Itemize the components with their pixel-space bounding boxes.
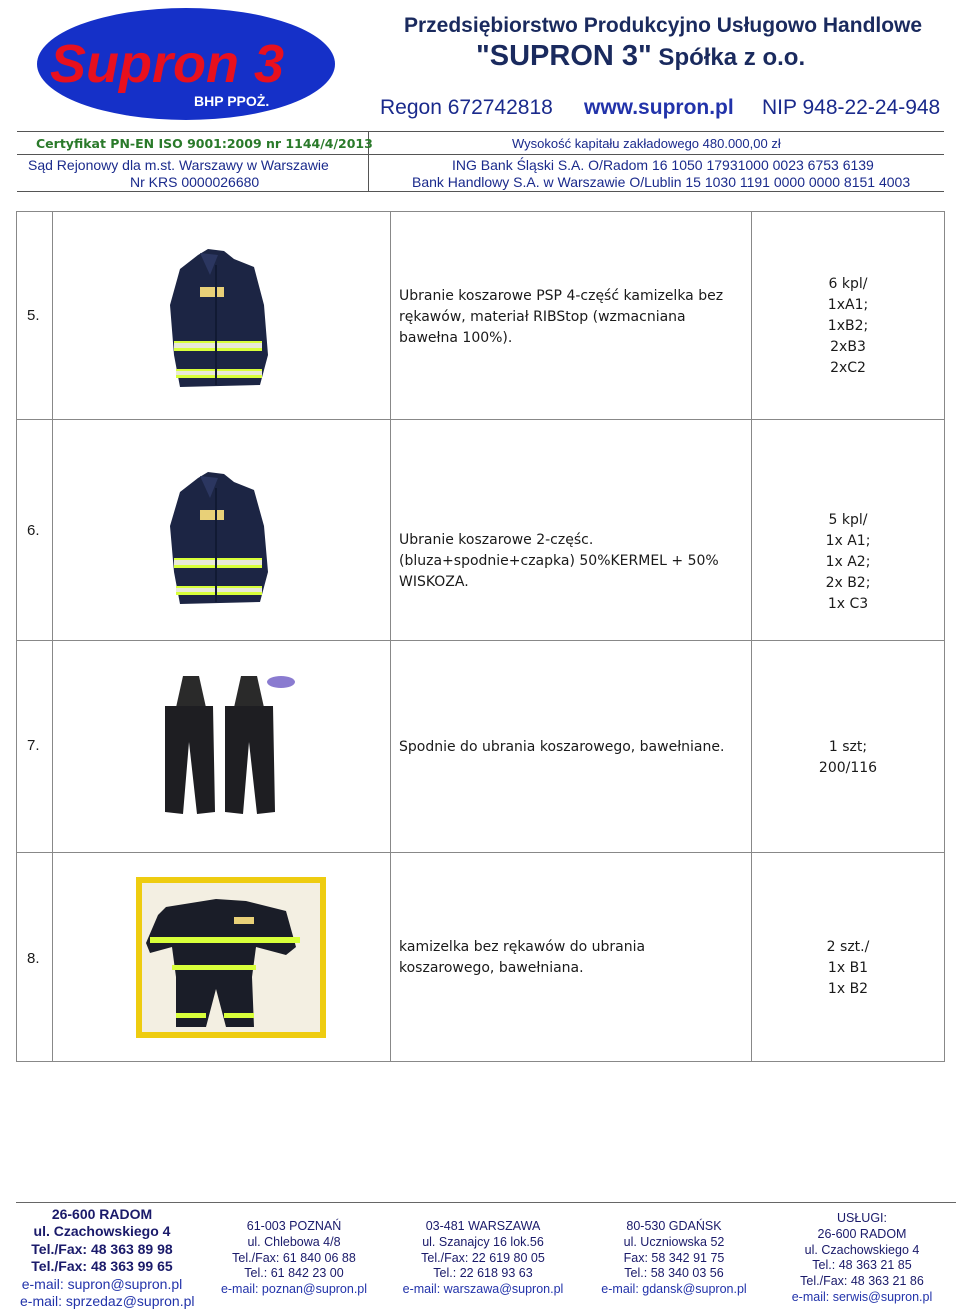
office-email[interactable]: e-mail: sprzedaz@supron.pl bbox=[20, 1293, 195, 1310]
office-email[interactable]: e-mail: warszawa@supron.pl bbox=[402, 1282, 564, 1297]
table-column-divider bbox=[390, 211, 391, 1062]
quantity-line: 2xC2 bbox=[830, 360, 866, 376]
office-line: ul. Czachowskiego 4 bbox=[804, 1242, 920, 1257]
office-line: ul. Czachowskiego 4 bbox=[33, 1223, 171, 1240]
product-quantity bbox=[752, 937, 944, 1000]
logo-subtext: BHP PPOŻ. bbox=[194, 93, 270, 109]
office-line: ul. Chlebowa 4/8 bbox=[247, 1234, 341, 1249]
quantity-line: 6 kpl/ bbox=[828, 276, 868, 292]
office-services bbox=[786, 1211, 938, 1306]
quantity-line: 5 kpl/ bbox=[828, 512, 868, 528]
office-line: 03-481 WARSZAWA bbox=[425, 1219, 541, 1233]
quantity-line: 1xB2; bbox=[827, 318, 869, 334]
office-email[interactable]: e-mail: poznan@supron.pl bbox=[220, 1282, 368, 1297]
office-line: Tel.: 48 363 21 85 bbox=[812, 1258, 912, 1273]
krs-number: Nr KRS 0000026680 bbox=[130, 174, 260, 190]
office-email[interactable]: e-mail: supron@supron.pl bbox=[21, 1275, 183, 1292]
office-warszawa bbox=[400, 1219, 566, 1298]
product-quantity bbox=[752, 510, 944, 615]
divider bbox=[17, 154, 944, 155]
office-line: Tel.: 58 340 03 56 bbox=[624, 1266, 724, 1281]
company-name-line2 bbox=[476, 40, 805, 73]
quantity-line: 1x A1; bbox=[825, 533, 871, 549]
quantity-line: 200/116 bbox=[818, 760, 878, 776]
quantity-line: 1x B2 bbox=[827, 981, 869, 997]
row-number: 8. bbox=[27, 950, 40, 967]
footer-divider bbox=[16, 1202, 956, 1203]
office-line: Tel./Fax: 22 619 80 05 bbox=[421, 1250, 545, 1265]
office-gdansk bbox=[596, 1219, 752, 1298]
office-line: ul. Uczniowska 52 bbox=[623, 1234, 725, 1249]
product-description: Ubranie koszarowe PSP 4-część kamizelka bez rękawów, materiał RIBStop (wzmacniana bawełna 100%). bbox=[399, 288, 724, 346]
row-number: 6. bbox=[27, 522, 40, 539]
quantity-line: 1x B1 bbox=[827, 960, 869, 976]
row-number: 7. bbox=[27, 737, 40, 754]
product-description: Spodnie do ubrania koszarowego, bawełniane. bbox=[399, 739, 725, 755]
product-description: Ubranie koszarowe 2-częśc. (bluza+spodnie+czapka) 50%KERMEL + 50% WISKOZA. bbox=[399, 532, 719, 590]
jacket-with-reflective-stripes-icon bbox=[160, 470, 270, 610]
office-line: USŁUGI: bbox=[836, 1211, 887, 1225]
office-line: ul. Szanajcy 16 lok.56 bbox=[422, 1234, 544, 1249]
office-line: 26-600 RADOM bbox=[817, 1226, 907, 1241]
table-row-divider bbox=[16, 852, 945, 853]
company-name-line1: Przedsiębiorstwo Produkcyjno Usługowo Handlowe bbox=[404, 14, 923, 37]
company-logo bbox=[36, 6, 336, 124]
office-line: 80-530 GDAŃSK bbox=[626, 1219, 722, 1233]
quantity-line: 1xA1; bbox=[827, 297, 869, 313]
quantity-line: 2xB3 bbox=[830, 339, 866, 355]
office-email[interactable]: e-mail: gdansk@supron.pl bbox=[601, 1282, 747, 1297]
office-line: Tel.: 22 618 93 63 bbox=[433, 1266, 533, 1281]
bank-account-ing: ING Bank Śląski S.A. O/Radom 16 1050 17931000 0023 6753 6139 bbox=[452, 157, 874, 173]
product-description: kamizelka bez rękawów do ubrania koszarowego, bawełniana. bbox=[399, 939, 646, 976]
regon-number: Regon 672742818 bbox=[380, 96, 553, 119]
bank-account-handlowy: Bank Handlowy S.A. w Warszawie O/Lublin 15 1030 1191 0000 0000 8151 4003 bbox=[412, 174, 911, 190]
table-row-divider bbox=[16, 640, 945, 641]
office-line: Tel./Fax: 48 363 99 65 bbox=[31, 1258, 173, 1275]
quantity-line: 2 szt./ bbox=[826, 939, 870, 955]
product-quantity bbox=[752, 737, 944, 779]
office-radom bbox=[20, 1206, 195, 1310]
office-line: Fax: 58 342 91 75 bbox=[623, 1250, 725, 1265]
office-line: Tel./Fax: 48 363 89 98 bbox=[31, 1240, 173, 1257]
table-column-divider bbox=[52, 211, 53, 1062]
office-line: Tel./Fax: 61 840 06 88 bbox=[232, 1250, 356, 1265]
website-link[interactable]: www.supron.pl bbox=[584, 96, 734, 119]
office-line: Tel.: 61 842 23 00 bbox=[244, 1266, 344, 1281]
company-name-quoted: "SUPRON 3" bbox=[476, 40, 652, 72]
office-line: 26-600 RADOM bbox=[51, 1206, 153, 1222]
share-capital: Wysokość kapitału zakładowego 480.000,00 zł bbox=[512, 136, 781, 151]
iso-certificate: Certyfikat PN-EN ISO 9001:2009 nr 1144/4/2013 bbox=[36, 136, 373, 151]
quantity-line: 1x A2; bbox=[825, 554, 871, 570]
office-email[interactable]: e-mail: serwis@supron.pl bbox=[791, 1289, 933, 1304]
office-line: 61-003 POZNAŃ bbox=[246, 1219, 342, 1233]
nip-number: NIP 948-22-24-948 bbox=[762, 96, 941, 119]
product-quantity bbox=[752, 274, 944, 379]
trousers-on-mannequin-icon bbox=[155, 672, 300, 822]
quantity-line: 1x C3 bbox=[827, 596, 869, 612]
jacket-with-reflective-stripes-icon bbox=[160, 245, 270, 395]
quantity-line: 2x B2; bbox=[825, 575, 871, 591]
office-line: Tel./Fax: 48 363 21 86 bbox=[800, 1274, 924, 1289]
quantity-line: 1 szt; bbox=[828, 739, 868, 755]
row-number: 5. bbox=[27, 307, 40, 324]
company-legal-form: Spółka z o.o. bbox=[651, 44, 806, 71]
logo-text: Supron 3 bbox=[50, 34, 285, 94]
court-registry: Sąd Rejonowy dla m.st. Warszawy w Warszawie bbox=[28, 157, 329, 173]
office-poznan bbox=[218, 1219, 370, 1298]
table-row-divider bbox=[16, 419, 945, 420]
vest-and-trousers-outfit-icon bbox=[136, 877, 326, 1038]
